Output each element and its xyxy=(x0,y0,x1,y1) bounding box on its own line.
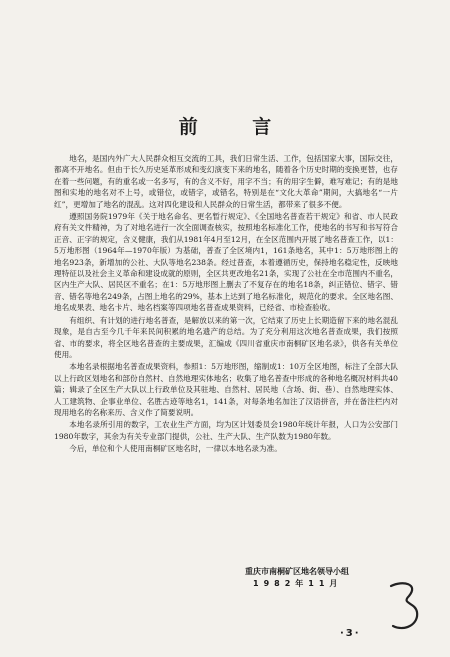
signature-org: 重庆市南桐矿区地名领导小组 xyxy=(245,567,349,576)
paragraph: 本地名录所引用的数字，工农业生产方面，均为区计划委员会1980年统计年报，人口为公安部门1980年数字，其余为有关专业部门提供，公社、生产大队、生产队数为1980年数。 xyxy=(54,420,398,441)
paragraph: 有组织、有计划的进行地名普查，是解放以来的第一次，它结束了历史上长期造留下来的地名混乱现象，是自古至今几千年来民间积累的地名遗产的总结。为了充分利用这次地名普查成果，我们按照省、市的要求，将全区地名普查的主要成果，汇编成《四川省重庆市南桐矿区地名录》，供各有关单位使用。 xyxy=(54,315,398,359)
page-number: ·3· xyxy=(340,628,361,639)
signature-date: 1982年11月 xyxy=(253,579,343,588)
paragraph: 遵照国务院1979年《关于地名命名、更名暂行规定》、《全国地名普查若干规定》和省、市人民政府有关文件精神，为了对地名进行一次全面调查核实，按照地名标准化工作，使地名的书写和书写符合正音、正字的规定，含义健康，我们从1981年4月至12月，在全区范围内开展了地名普查工作，以1：5万地形图（1964年—1970年版）为基础，普查了全区境内1，161条地名，其中1：5万地形图上的地名923条，新增加的公社、大队等地名238条。经过普查，本着遵循历史，保持地名稳定性，反映地理特征以及社会主义革命和建设成就的原则，全区共更改地名21条，实现了公社在全市范围内不重名，区内生产大队、居民区不重名；在1：5万地形图上删去了不复存在的地名18条，纠正错位、错字、错音、错名等地名249条，占图上地名的29%，基本上达到了地名标准化，规范化的要求。全区地名图、地名成果表、地名卡片、地名档案等四项地名普查成果资料，已经省、市检查验收。 xyxy=(54,212,398,313)
handwritten-mark-icon xyxy=(385,580,425,635)
paragraph: 本地名录根据地名普查成果资料，参照1：5万地形图，缩制成1：10万全区地图，标注了全部大队以上行政区划地名和部份自然村、自然地理实体地名；收集了地名普查中形成的各种地名概况材料共40篇；辑录了全区生产大队以上行政单位及其驻地、自然村、居民地（含场、街、巷）、自然地理实体、人工建筑物、企事业单位、名胜古迹等地名1，141条，对每条地名加注了汉语拼音，并在备注栏内对现用地名的名称来历、含义作了简要说明。 xyxy=(54,362,398,417)
paragraph: 今后，单位和个人使用南桐矿区地名时，一律以本地名录为准。 xyxy=(69,444,282,454)
page-title: 前 言 xyxy=(178,116,296,138)
paragraph: 地名，是国内外广大人民群众相互交流的工具，我们日常生活、工作，包括国家大事，国际交往，都离不开地名。但由于长久历史延革形成和变幻演变下来的地名，随着各个历史时期的变换更替，也存在着一些问题，有的重名或一名多写，有的含义不好，用字不当；有的用字生僻，难写难记；有的是地图和实地的地名对不上号，或错位，或错字，或错名，特别是在“文化大革命”期间，大搞地名“一片红”，更增加了地名的混乱。这对四化建设和人民群众的日常生活，都带来了很多不便。 xyxy=(54,154,398,209)
signature-block xyxy=(245,566,405,590)
preface-body xyxy=(54,153,398,456)
